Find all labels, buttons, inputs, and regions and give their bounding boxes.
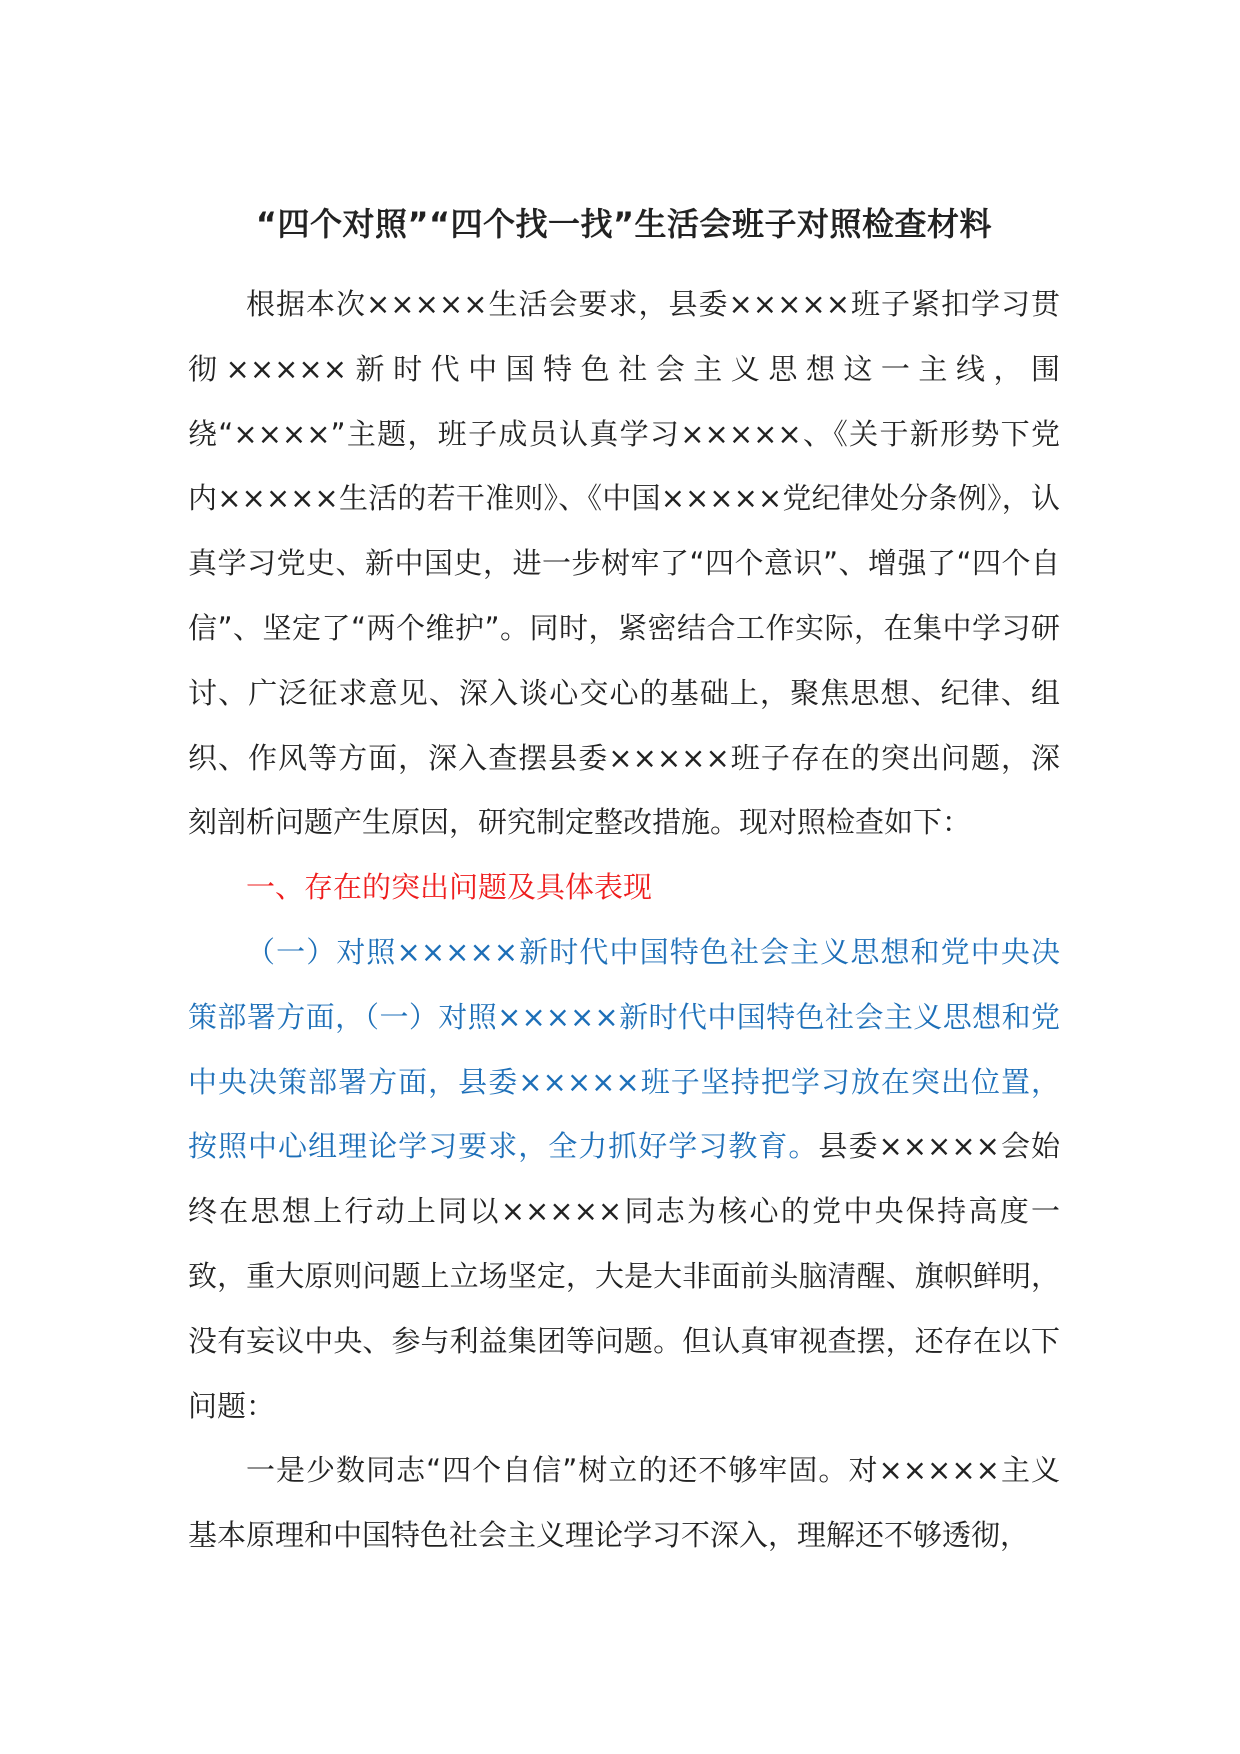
section-heading: 一、存在的突出问题及具体表现 [246, 870, 653, 905]
document-title: “四个对照”“四个找一找”生活会班子对照检查材料 [255, 205, 993, 243]
intro-paragraph: 根据本次×××××生活会要求，县委×××××班子紧扣学习贯彻×××××新时代中国特色社会主义思想这一主线，围绕“××××”主题，班子成员认真学习×××××、《关于新形势下党内×××××生活的若干准则》、《中国×××××党纪律处分条例》，认真学习党史、新中国史，进一步树牢了“四个意识”、增强了“四个自信”、坚定了“两个维护”。同时，紧密结合工作实际，在集中学习研讨、广泛征求意见、深入谈心交心的基础上，聚焦思想、纪律、组织、作风等方面，深入查摆县委×××××班子存在的突出问题，深刻剖析问题产生原因，研究制定整改措施。现对照检查如下： [188, 287, 1060, 840]
subsection-heading-blue: （一）对照×××××新时代中国特色社会主义思想和党中央决策部署方面，（一）对照×××××新时代中国特色社会主义思想和党中央决策部署方面，县委×××××班子坚持把学习放在突出位置，按照中心组理论学习要求，全力抓好学习教育。 [188, 934, 1060, 1164]
subsection-paragraph [188, 920, 1060, 1438]
subsection-body: 县委×××××会始终在思想上行动上同以×××××同志为核心的党中央保持高度一致，重大原则问题上立场坚定，大是大非面前头脑清醒、旗帜鲜明，没有妄议中央、参与利益集团等问题。但认真审视查摆，还存在以下问题： [188, 1129, 1060, 1423]
point-paragraph: 一是少数同志“四个自信”树立的还不够牢固。对×××××主义基本原理和中国特色社会主义理论学习不深入，理解还不够透彻， [188, 1453, 1060, 1553]
